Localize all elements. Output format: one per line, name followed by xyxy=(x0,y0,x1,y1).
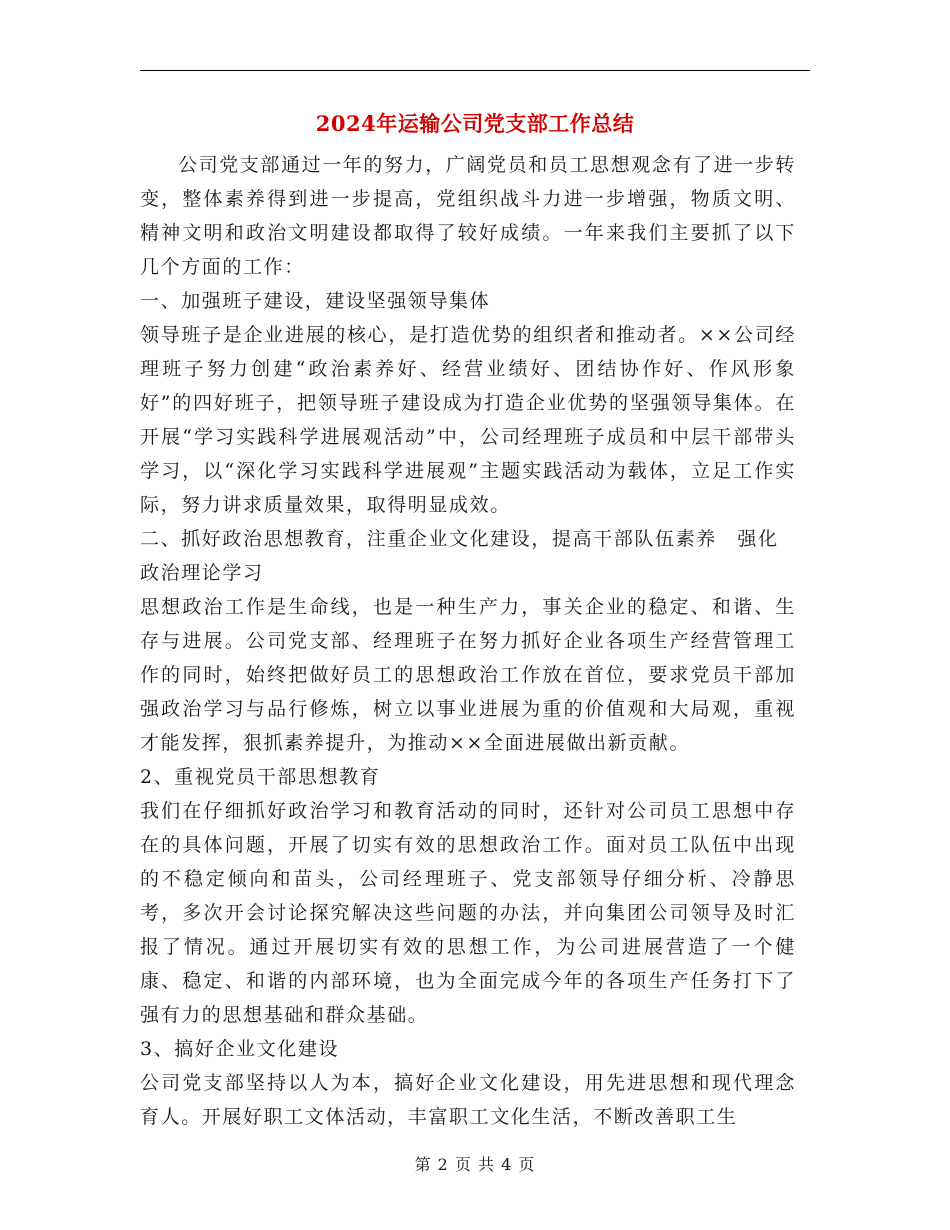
body-paragraph-4: 公司党支部坚持以人为本，搞好企业文化建设，用先进思想和现代理念育人。开展好职工文体活动，丰富职工文化生活，不断改善职工生 xyxy=(140,1072,796,1128)
subsection-heading-2: 2、重视党员干部思想教育 xyxy=(140,766,381,788)
subsection-heading-3: 3、搞好企业文化建设 xyxy=(140,1038,340,1060)
section-heading-2: 二、抓好政治思想教育，注重企业文化建设，提高干部队伍素养 强化政治理论学习 xyxy=(140,528,779,584)
body-paragraph-2: 思想政治工作是生命线，也是一种生产力，事关企业的稳定、和谐、生存与进展。公司党支部、经理班子在努力抓好企业各项生产经营管理工作的同时，始终把做好员工的思想政治工作放在首位，要求党员干部加强政治学习与品行修炼，树立以事业进展为重的价值观和大局观，重视才能发挥，狠抓素养提升，为推动××全面进展做出新贡献。 xyxy=(140,596,796,754)
body-paragraph-1: 领导班子是企业进展的核心，是打造优势的组织者和推动者。××公司经理班子努力创建“政治素养好、经营业绩好、团结协作好、作风形象好”的四好班子，把领导班子建设成为打造企业优势的坚强领导集体。在开展“学习实践科学进展观活动”中，公司经理班子成员和中层干部带头学习，以“深化学习实践科学进展观”主题实践活动为载体，立足工作实际，努力讲求质量效果，取得明显成效。 xyxy=(140,324,796,516)
body-paragraph-3: 我们在仔细抓好政治学习和教育活动的同时，还针对公司员工思想中存在的具体问题，开展了切实有效的思想政治工作。面对员工队伍中出现的不稳定倾向和苗头，公司经理班子、党支部领导仔细分析、冷静思考，多次开会讨论探究解决这些问题的办法，并向集团公司领导及时汇报了情况。通过开展切实有效的思想工作，为公司进展营造了一个健康、稳定、和谐的内部环境，也为全面完成今年的各项生产任务打下了强有力的思想基础和群众基础。 xyxy=(140,800,796,1026)
section-heading-1: 一、加强班子建设，建设坚强领导集体 xyxy=(140,290,491,312)
document-body xyxy=(140,148,796,1134)
intro-paragraph: 公司党支部通过一年的努力，广阔党员和员工思想观念有了进一步转变，整体素养得到进一步提高，党组织战斗力进一步增强，物质文明、精神文明和政治文明建设都取得了较好成绩。一年来我们主要抓了以下几个方面的工作： xyxy=(140,154,797,278)
document-title: 2024年运输公司党支部工作总结 xyxy=(315,111,635,136)
header-rule xyxy=(140,70,810,71)
page-number-footer: 第 2 页 共 4 页 xyxy=(414,1155,536,1174)
